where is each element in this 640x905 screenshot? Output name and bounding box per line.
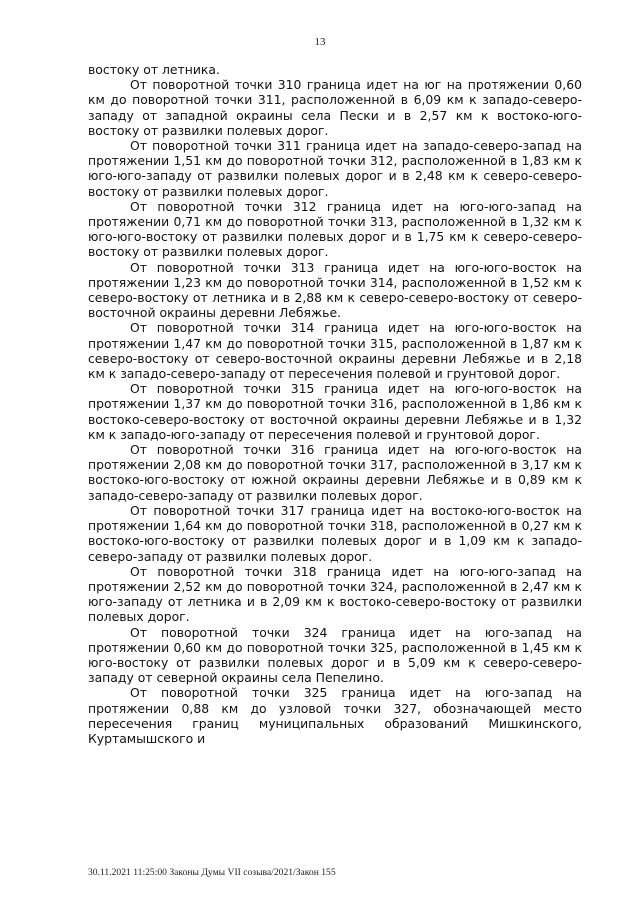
paragraph-point-317: От поворотной точки 317 граница идет на востоко-юго-восток на протяжении 1,64 км до поворотной точки 318, расположенной в 0,27 км к востоко-юго-востоку от развилки полевых дорог и в 1,09 км к западо-северо-западу от развилки полевых дорог. (88, 502, 582, 564)
paragraph-point-310: От поворотной точки 310 граница идет на юг на протяжении 0,60 км до поворотной точки 311, расположенной в 6,09 км к западо-северо-западу от западной окраины села Пески и в 2,57 км к востоко-юго-востоку от развилки полевых дорог. (88, 77, 582, 138)
paragraph-continuation: востоку от летника. (88, 62, 220, 77)
document-body (88, 62, 582, 746)
document-footer: 30.11.2021 11:25:00 Законы Думы VII созыва/2021/Закон 155 (88, 867, 336, 878)
paragraph-point-314: От поворотной точки 314 граница идет на юго-юго-восток на протяжении 1,47 км до поворотной точки 315, расположенной в 1,87 км к северо-востоку от северо-восточной окраины деревни Лебяжье и в 2,18 км к западо-северо-западу от пересечения полевой и грунтовой дорог. (88, 320, 582, 382)
paragraph-point-315: От поворотной точки 315 граница идет на юго-юго-восток на протяжении 1,37 км до поворотной точки 316, расположенной в 1,86 км к востоко-северо-востоку от восточной окраины деревни Лебяжье и в 1,32 км к западо-юго-западу от пересечения полевой и грунтовой дорог. (88, 381, 582, 442)
paragraph-point-313: От поворотной точки 313 граница идет на юго-юго-восток на протяжении 1,23 км до поворотной точки 314, расположенной в 1,52 км к северо-востоку от летника и в 2,88 км к северо-северо-востоку от северо-восточной окраины деревни Лебяжье. (88, 259, 582, 321)
paragraph-point-311: От поворотной точки 311 граница идет на западо-северо-запад на протяжении 1,51 км до поворотной точки 312, расположенной в 1,83 км к юго-юго-западу от развилки полевых дорог и в 2,48 км к северо-северо-востоку от развилки полевых дорог. (88, 138, 582, 199)
paragraph-point-316: От поворотной точки 316 граница идет на юго-юго-восток на протяжении 2,08 км до поворотной точки 317, расположенной в 3,17 км к востоко-юго-востоку от южной окраины деревни Лебяжье и в 0,89 км к западо-северо-западу от развилки полевых дорог. (88, 442, 582, 503)
paragraph-point-318: От поворотной точки 318 граница идет на юго-юго-запад на протяжении 2,52 км до поворотной точки 324, расположенной в 2,47 км к юго-западу от летника и в 2,09 км к востоко-северо-востоку от развилки полевых дорог. (88, 563, 582, 625)
paragraph-point-324: От поворотной точки 324 граница идет на юго-запад на протяжении 0,60 км до поворотной точки 325, расположенной в 1,45 км к юго-востоку от развилки полевых дорог и в 5,09 км к северо-северо-западу от северной окраины села Пепелино. (88, 624, 582, 686)
paragraph-point-325: От поворотной точки 325 граница идет на юго-запад на протяжении 0,88 км до узловой точки 327, обозначающей место пересечения границ муниципальных образований Мишкинского, Куртамышского и (88, 685, 582, 746)
page-number: 13 (314, 36, 326, 48)
paragraph-point-312: От поворотной точки 312 граница идет на юго-юго-запад на протяжении 0,71 км до поворотной точки 313, расположенной в 1,32 км к юго-юго-востоку от развилки полевых дорог и в 1,75 км к северо-северо-востоку от развилки полевых дорог. (88, 198, 582, 260)
